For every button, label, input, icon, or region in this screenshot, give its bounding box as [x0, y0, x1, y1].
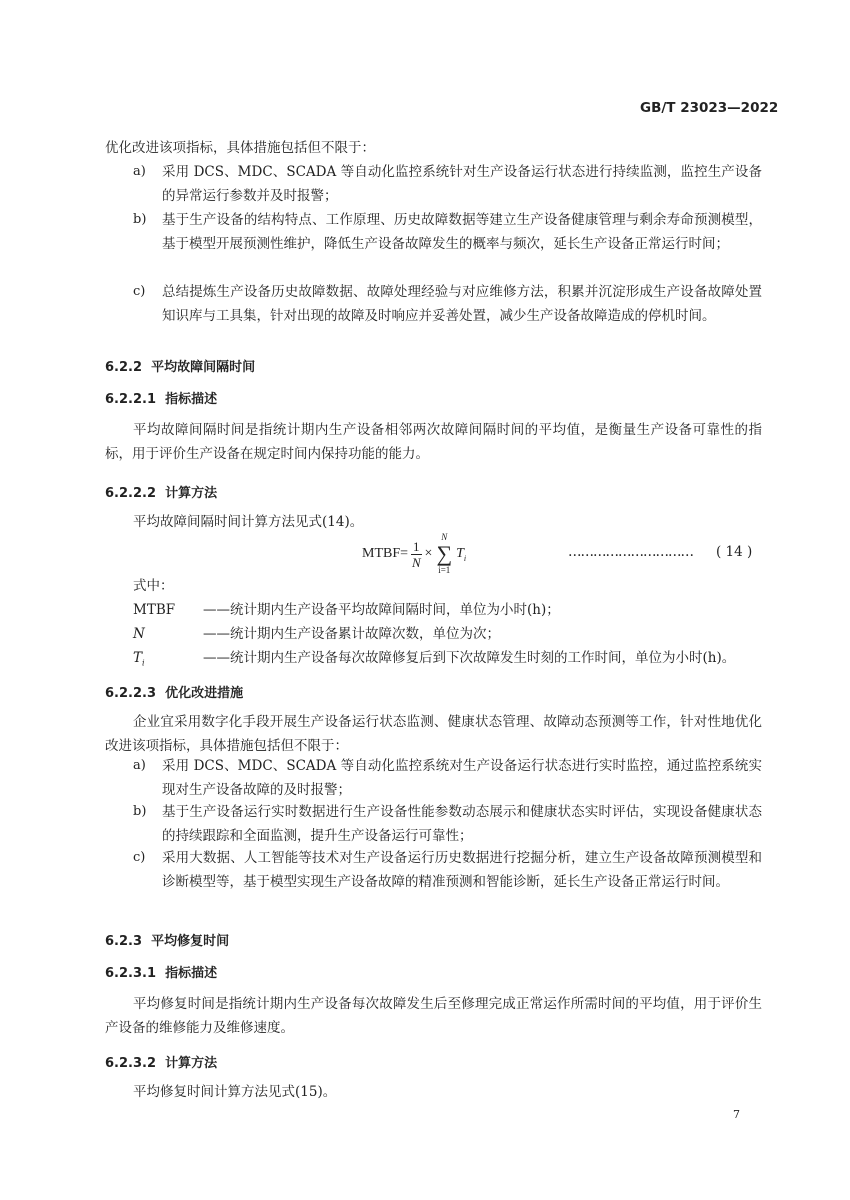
- formula-14: [362, 534, 466, 574]
- term-symbol: T: [456, 545, 464, 561]
- formula-term: [456, 546, 466, 563]
- symbol-letter: T: [133, 650, 143, 666]
- page-number: 7: [733, 1108, 740, 1121]
- definition-symbol: [133, 646, 203, 676]
- definition-dash: ——: [203, 602, 230, 618]
- section-number: 6.2.2.3: [105, 686, 156, 701]
- paragraph-6-2-2-1: 平均故障间隔时间是指统计期内生产设备相邻两次故障间隔时间的平均值，是衡量生产设备可靠性的指标，用于评价生产设备在规定时间内保持功能的能力。: [105, 422, 762, 462]
- paragraph-6-2-3-2: 平均修复时间计算方法见式(15)。: [133, 1084, 337, 1100]
- section-number: 6.2.3.1: [105, 966, 156, 981]
- section-number: 6.2.2.1: [105, 392, 156, 407]
- list-marker: c): [133, 850, 146, 865]
- section-title: 平均故障间隔时间: [151, 360, 256, 375]
- symbol-subscript: i: [142, 658, 145, 668]
- list-item: 采用 DCS、MDC、SCADA 等自动化监控系统针对生产设备运行状态进行持续监测，监控生产设备的异常运行参数并及时报警；: [162, 164, 762, 204]
- sum-sigma: ∑: [436, 541, 453, 566]
- sum-upper-limit: N: [441, 532, 448, 542]
- list-item: 采用 DCS、MDC、SCADA 等自动化监控系统对生产设备运行状态进行实时监控，通过监控系统实现对生产设备故障的及时报警；: [162, 758, 762, 798]
- formula-lhs: MTBF: [362, 546, 401, 561]
- section-title: 指标描述: [165, 392, 218, 407]
- term-subscript: i: [463, 553, 467, 563]
- formula-fraction: [411, 539, 422, 570]
- section-heading-6-2-2: [105, 358, 255, 378]
- paragraph-6-2-2-3: 企业宜采用数字化手段开展生产设备运行状态监测、健康状态管理、故障动态预测等工作，针对性地优化改进该项指标，具体措施包括但不限于：: [105, 714, 762, 754]
- definition-mtbf: [133, 598, 560, 622]
- formula-summation: [436, 532, 452, 576]
- paragraph-6-2-3-1: 平均修复时间是指统计期内生产设备每次故障发生后至修理完成正常运作所需时间的平均值，用于评价生产设备的维修能力及维修速度。: [105, 996, 762, 1036]
- list-item: 采用大数据、人工智能等技术对生产设备运行历史数据进行挖掘分析，建立生产设备故障预测模型和诊断模型等，基于模型实现生产设备故障的精准预测和智能诊断，延长生产设备正常运行时间。: [162, 850, 762, 890]
- definition-dash: ——: [203, 626, 230, 642]
- section-heading-6-2-2-1: [105, 390, 217, 410]
- definition-text: 统计期内生产设备平均故障间隔时间，单位为小时(h)；: [230, 602, 560, 618]
- formula-equals: =: [400, 546, 409, 561]
- formula-times: ×: [424, 546, 433, 561]
- definition-n: [133, 622, 500, 646]
- formula-number: ( 14 ): [716, 544, 753, 560]
- paragraph-6-2-2-2: 平均故障间隔时间计算方法见式(14)。: [133, 514, 364, 530]
- standard-code: GB/T 23023—2022: [640, 100, 779, 116]
- fraction-numerator: 1: [413, 538, 420, 554]
- where-label: 式中：: [133, 578, 174, 594]
- section-heading-6-2-2-2: [105, 484, 217, 504]
- section-heading-6-2-3-2: [105, 1054, 217, 1074]
- section-title: 计算方法: [165, 1056, 218, 1071]
- section-heading-6-2-3-1: [105, 964, 217, 984]
- list-item: 总结提炼生产设备历史故障数据、故障处理经验与对应维修方法，积累并沉淀形成生产设备故障处置知识库与工具集，针对出现的故障及时响应并妥善处置，减少生产设备故障造成的停机时间。: [162, 284, 762, 324]
- section-title: 指标描述: [165, 966, 218, 981]
- fraction-denominator: N: [411, 554, 421, 570]
- list-marker: b): [133, 212, 147, 227]
- list-marker: a): [133, 758, 146, 773]
- section-title: 计算方法: [165, 486, 218, 501]
- section-number: 6.2.3: [105, 934, 143, 949]
- list-marker: a): [133, 164, 146, 179]
- list-item: 基于生产设备的结构特点、工作原理、历史故障数据等建立生产设备健康管理与剩余寿命预测模型，基于模型开展预测性维护，降低生产设备故障发生的概率与频次，延长生产设备正常运行时间；: [162, 212, 762, 252]
- section-number: 6.2.2: [105, 360, 143, 375]
- definition-ti: [133, 646, 735, 676]
- intro-line: 优化改进该项指标，具体措施包括但不限于：: [105, 140, 375, 156]
- definition-dash: ——: [203, 650, 230, 666]
- section-title: 平均修复时间: [151, 934, 230, 949]
- sum-lower-limit: i=1: [438, 565, 451, 575]
- list-item: 基于生产设备运行实时数据进行生产设备性能参数动态展示和健康状态实时评估，实现设备健康状态的持续跟踪和全面监测，提升生产设备运行可靠性；: [162, 804, 762, 844]
- section-heading-6-2-2-3: [105, 684, 243, 704]
- section-number: 6.2.2.2: [105, 486, 156, 501]
- section-heading-6-2-3: [105, 932, 229, 952]
- definition-text: 统计期内生产设备累计故障次数，单位为次；: [230, 626, 500, 642]
- definition-text: 统计期内生产设备每次故障修复后到下次故障发生时刻的工作时间，单位为小时(h)。: [230, 650, 736, 666]
- list-marker: c): [133, 284, 146, 299]
- definition-symbol: MTBF: [133, 602, 176, 618]
- section-title: 优化改进措施: [165, 686, 244, 701]
- definition-symbol: N: [133, 626, 145, 642]
- formula-leader-dots: …………………………: [568, 544, 693, 560]
- section-number: 6.2.3.2: [105, 1056, 156, 1071]
- list-marker: b): [133, 804, 147, 819]
